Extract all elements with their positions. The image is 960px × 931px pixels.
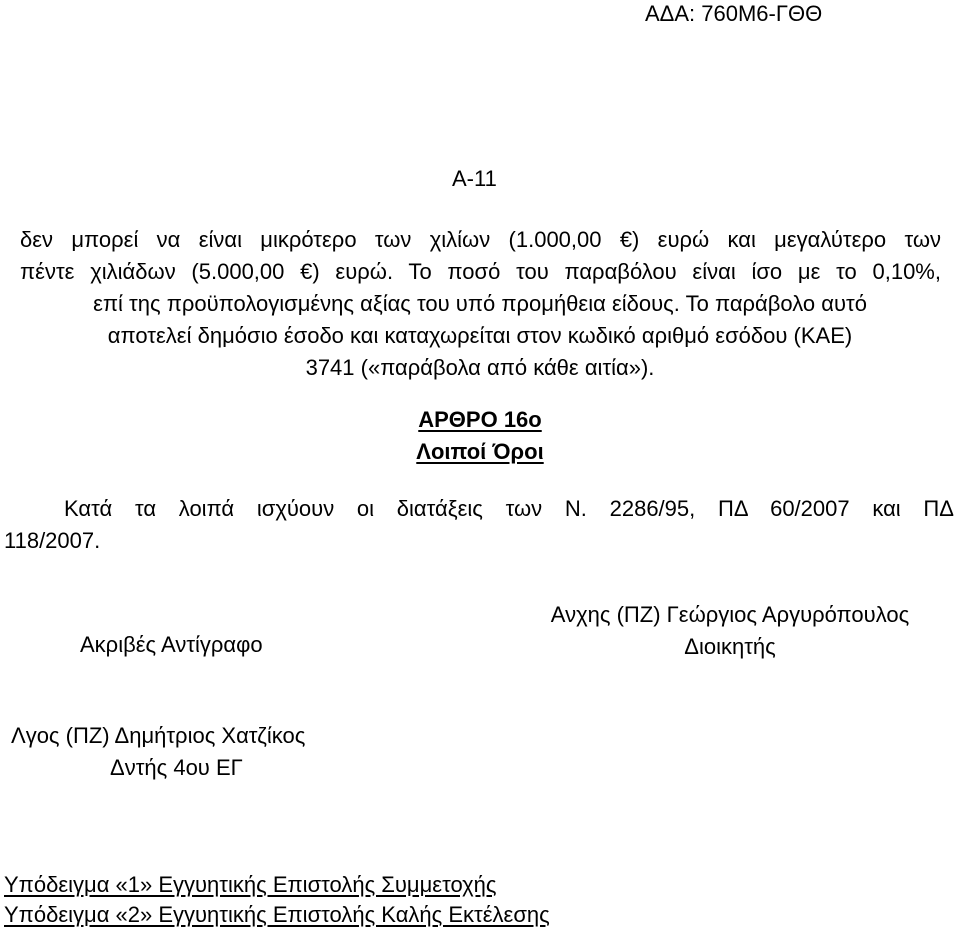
article-text-line: 118/2007. bbox=[4, 528, 101, 553]
article-title: Λοιποί Όροι bbox=[416, 439, 544, 464]
article-number: ΑΡΘΡΟ 16ο bbox=[418, 407, 542, 432]
paragraph-line: επί της προϋπολογισμένης αξίας του υπό προμήθεια είδους. Το παράβολο αυτό bbox=[93, 291, 867, 316]
certified-copy-label: Ακριβές Αντίγραφο bbox=[80, 632, 263, 657]
commander-name: Ανχης (ΠΖ) Γεώργιος Αργυρόπουλος bbox=[550, 602, 910, 627]
article-text-line: Κατά τα λοιπά ισχύουν οι διατάξεις των Ν. 2286/95, ΠΔ 60/2007 και ΠΔ bbox=[64, 496, 954, 521]
paragraph-line: δεν μπορεί να είναι μικρότερο των χιλίων (1.000,00 €) ευρώ και μεγαλύτερο των bbox=[20, 227, 941, 252]
annex-item: Υπόδειγμα «1» Εγγυητικής Επιστολής Συμμετοχής bbox=[4, 872, 497, 897]
page-number: Α-11 bbox=[452, 166, 497, 191]
paragraph-line: 3741 («παράβολα από κάθε αιτία»). bbox=[305, 355, 655, 380]
director-name: Λγος (ΠΖ) Δημήτριος Χατζίκος bbox=[11, 723, 306, 748]
commander-title: Διοικητής bbox=[684, 634, 776, 659]
annex-item: Υπόδειγμα «2» Εγγυητικής Επιστολής Καλής Εκτέλεσης bbox=[4, 902, 550, 927]
paragraph-line: πέντε χιλιάδων (5.000,00 €) ευρώ. Το ποσό του παραβόλου είναι ίσο με το 0,10%, bbox=[20, 259, 941, 284]
ada-code: ΑΔΑ: 760Μ6-ΓΘΘ bbox=[645, 1, 823, 26]
director-title: Δντής 4ου ΕΓ bbox=[110, 755, 243, 780]
paragraph-line: αποτελεί δημόσιο έσοδο και καταχωρείται στον κωδικό αριθμό εσόδου (ΚΑΕ) bbox=[107, 323, 853, 348]
